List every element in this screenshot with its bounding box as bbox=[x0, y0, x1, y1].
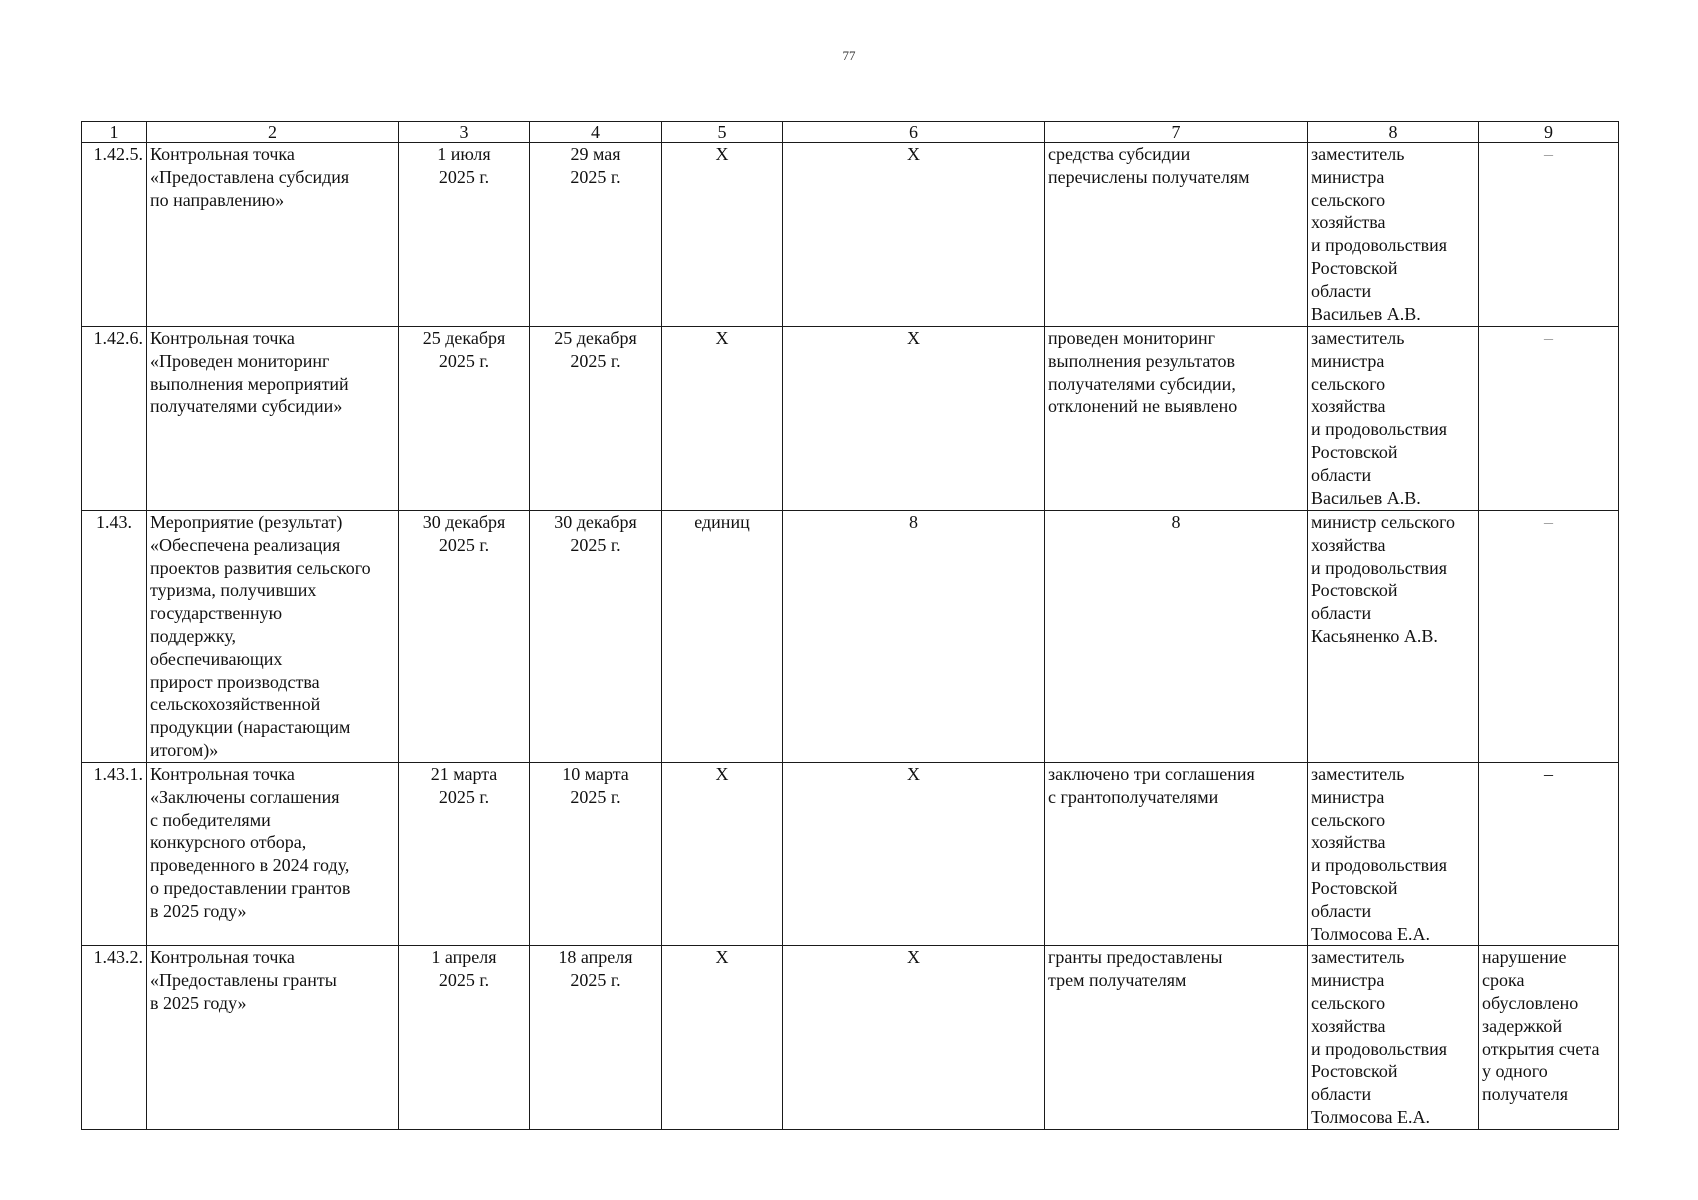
table-row bbox=[82, 327, 1619, 511]
table-row bbox=[82, 946, 1619, 1129]
row-note: – bbox=[1479, 511, 1619, 763]
row-note: – bbox=[1479, 143, 1619, 327]
row-plan-value: Х bbox=[783, 763, 1045, 946]
column-number-8: 8 bbox=[1308, 122, 1479, 143]
row-unit: единиц bbox=[662, 511, 783, 763]
row-responsible: заместитель министра сельского хозяйства и продовольствия Ростовской области Толмосова Е.А. bbox=[1308, 946, 1479, 1129]
column-number-4: 4 bbox=[530, 122, 662, 143]
row-name: Контрольная точка «Предоставлены гранты в 2025 году» bbox=[147, 946, 399, 1129]
row-result: заключено три соглашения с грантополучателями bbox=[1045, 763, 1308, 946]
page-number: 77 bbox=[842, 48, 856, 63]
row-plan-date: 21 марта 2025 г. bbox=[399, 763, 530, 946]
row-result: 8 bbox=[1045, 511, 1308, 763]
row-note: нарушение срока обусловлено задержкой открытия счета у одного получателя bbox=[1479, 946, 1619, 1129]
row-number: 1.42.5. bbox=[82, 143, 147, 327]
column-number-1: 1 bbox=[82, 122, 147, 143]
row-fact-date: 10 марта 2025 г. bbox=[530, 763, 662, 946]
row-responsible: заместитель министра сельского хозяйства и продовольствия Ростовской области Васильев А.В. bbox=[1308, 143, 1479, 327]
row-plan-value: Х bbox=[783, 946, 1045, 1129]
row-plan-value: 8 bbox=[783, 511, 1045, 763]
row-fact-date: 25 декабря 2025 г. bbox=[530, 327, 662, 511]
row-note: – bbox=[1479, 763, 1619, 946]
table-row bbox=[82, 763, 1619, 946]
column-number-9: 9 bbox=[1479, 122, 1619, 143]
row-name: Мероприятие (результат) «Обеспечена реализация проектов развития сельского туризма, получивших государственную поддержку, обеспечивающих прирост производства сельскохозяйственной продукции (нарастающим итогом)» bbox=[147, 511, 399, 763]
row-result: средства субсидии перечислены получателям bbox=[1045, 143, 1308, 327]
row-name: Контрольная точка «Заключены соглашения с победителями конкурсного отбора, проведенного в 2024 году, о предоставлении грантов в 2025 году» bbox=[147, 763, 399, 946]
row-note: – bbox=[1479, 327, 1619, 511]
row-fact-date: 18 апреля 2025 г. bbox=[530, 946, 662, 1129]
row-responsible: заместитель министра сельского хозяйства и продовольствия Ростовской области Толмосова Е.А. bbox=[1308, 763, 1479, 946]
row-name: Контрольная точка «Предоставлена субсидия по направлению» bbox=[147, 143, 399, 327]
row-unit: Х bbox=[662, 763, 783, 946]
row-result: проведен мониторинг выполнения результатов получателями субсидии, отклонений не выявлено bbox=[1045, 327, 1308, 511]
column-number-5: 5 bbox=[662, 122, 783, 143]
row-number: 1.43.1. bbox=[82, 763, 147, 946]
row-fact-date: 30 декабря 2025 г. bbox=[530, 511, 662, 763]
table-row bbox=[82, 143, 1619, 327]
row-responsible: министр сельского хозяйства и продовольствия Ростовской области Касьяненко А.В. bbox=[1308, 511, 1479, 763]
row-number: 1.42.6. bbox=[82, 327, 147, 511]
row-plan-value: Х bbox=[783, 143, 1045, 327]
row-plan-value: Х bbox=[783, 327, 1045, 511]
table-header-row bbox=[82, 122, 1619, 143]
row-number: 1.43. bbox=[82, 511, 147, 763]
row-unit: Х bbox=[662, 946, 783, 1129]
report-table bbox=[81, 121, 1619, 1130]
row-result: гранты предоставлены трем получателям bbox=[1045, 946, 1308, 1129]
table-row bbox=[82, 511, 1619, 763]
row-plan-date: 1 апреля 2025 г. bbox=[399, 946, 530, 1129]
column-number-7: 7 bbox=[1045, 122, 1308, 143]
row-plan-date: 25 декабря 2025 г. bbox=[399, 327, 530, 511]
column-number-6: 6 bbox=[783, 122, 1045, 143]
row-plan-date: 1 июля 2025 г. bbox=[399, 143, 530, 327]
row-unit: Х bbox=[662, 327, 783, 511]
row-fact-date: 29 мая 2025 г. bbox=[530, 143, 662, 327]
row-responsible: заместитель министра сельского хозяйства и продовольствия Ростовской области Васильев А.В. bbox=[1308, 327, 1479, 511]
row-plan-date: 30 декабря 2025 г. bbox=[399, 511, 530, 763]
column-number-3: 3 bbox=[399, 122, 530, 143]
column-number-2: 2 bbox=[147, 122, 399, 143]
row-name: Контрольная точка «Проведен мониторинг выполнения мероприятий получателями субсидии» bbox=[147, 327, 399, 511]
row-number: 1.43.2. bbox=[82, 946, 147, 1129]
row-unit: Х bbox=[662, 143, 783, 327]
